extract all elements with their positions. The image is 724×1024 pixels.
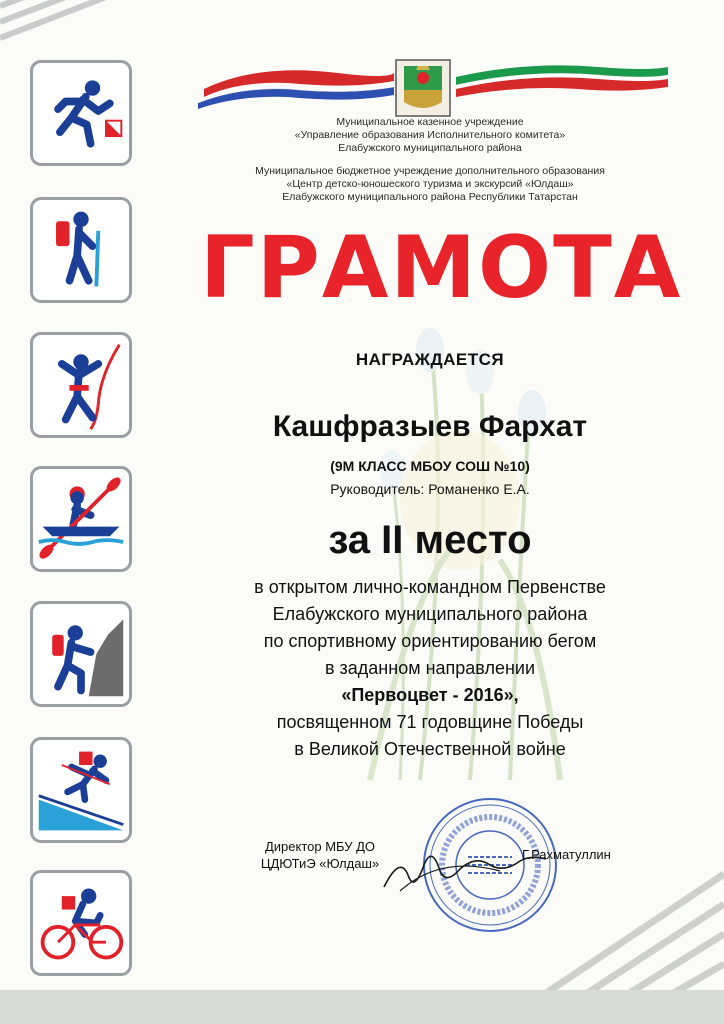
skier-icon: [30, 737, 132, 843]
description-line: Елабужского муниципального района: [272, 604, 588, 624]
cyclist-icon: [30, 870, 132, 976]
director-position: [240, 838, 400, 872]
header-line: «Центр детско-юношеского туризма и экскурсий «Юлдаш»: [286, 178, 574, 190]
issuer-header-2: [210, 165, 650, 204]
orienteering-runner-icon: [30, 60, 132, 166]
hiker-icon: [30, 197, 132, 303]
coat-of-arms-emblem: [394, 58, 452, 118]
issuer-header-1: [210, 116, 650, 155]
header-line: Муниципальное бюджетное учреждение дополнительного образования: [255, 165, 605, 177]
description-line: в заданном направлении: [324, 658, 536, 678]
corner-stripes-top-left: [0, 0, 160, 60]
award-description: [180, 574, 680, 763]
director-name: Г.Рахматуллин: [522, 847, 611, 862]
event-name: «Первоцвет - 2016»,: [341, 685, 519, 705]
awarded-label: НАГРАЖДАЕТСЯ: [355, 350, 505, 369]
director-signature: [380, 835, 550, 895]
bottom-band: [0, 990, 724, 1024]
header-line: Елабужского муниципального района: [338, 142, 522, 154]
recipient-class: (9М КЛАСС МБОУ СОШ №10): [330, 458, 530, 474]
award-place: за II место: [328, 518, 532, 562]
recipient-leader: Руководитель: Романенко Е.А.: [330, 481, 530, 497]
kayaker-icon: [30, 466, 132, 572]
certificate-title: ГРАМОТА: [200, 218, 683, 318]
director-position-line: ЦДЮТиЭ «Юлдаш»: [260, 856, 380, 871]
header-line: Муниципальное казенное учреждение: [336, 116, 524, 128]
description-line: посвященном 71 годовщине Победы: [276, 712, 584, 732]
recipient-name: Кашфразыев Фархат: [272, 410, 588, 443]
header-line: «Управление образования Исполнительного комитета»: [294, 129, 566, 141]
description-line: по спортивному ориентированию бегом: [263, 631, 597, 651]
description-line: в Великой Отечественной войне: [294, 739, 566, 759]
header-line: Елабужского муниципального района Республики Татарстан: [282, 191, 578, 203]
rock-climber-icon: [30, 332, 132, 438]
description-line: в открытом лично-командном Первенстве: [254, 577, 606, 597]
mountaineer-icon: [30, 601, 132, 707]
director-position-line: Директор МБУ ДО: [264, 839, 376, 854]
